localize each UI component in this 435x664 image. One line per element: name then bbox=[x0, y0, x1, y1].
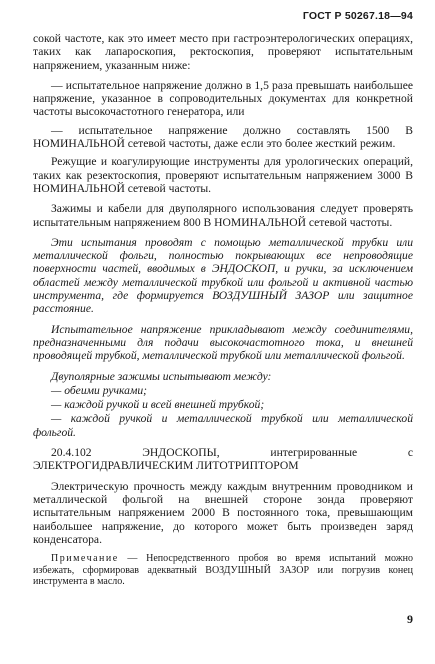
standard-code-header: ГОСТ Р 50267.18—94 bbox=[302, 10, 413, 22]
paragraph-voltage-application: Испытательное напряжение прикладывают между соединителями, предназначенными для подачи высокочастотного тока, и внешней проводящей трубкой, металлической трубкой или металлической фольгой. bbox=[33, 322, 413, 363]
paragraph-bipolar-intro: Двуполярные зажимы испытывают между: bbox=[51, 369, 272, 383]
list-item-bipolar-3: — каждой ручкой и металлической трубкой или металлической фольгой. bbox=[33, 412, 413, 439]
section-heading-20-4-102: 20.4.102 ЭНДОСКОПЫ, интегрированные с ЭЛЕКТРОГИДРАВЛИЧЕСКИМ ЛИТОТРИПТОРОМ bbox=[33, 446, 413, 473]
paragraph-continuation: сокой частоте, как это имеет место при гастроэнтерологических операциях, таких как лапароскопия, ректоскопия, проверяют испытательным напряжением, указанным ниже: bbox=[33, 32, 413, 72]
paragraph-bipolar-clamps: Зажимы и кабели для двуполярного использования следует проверять испытательным напряжением 800 В НОМИНАЛЬНОЙ сетевой частоты. bbox=[33, 202, 413, 229]
paragraph-lithotripter-test: Электрическую прочность между каждым внутренним проводником и металлической фольгой на внешней стороне зонда проверяют испытательным напряжением 2000 В постоянного тока, превышающим наибольшее напряжение, до которого может быть произведен заряд конденсатора. bbox=[33, 479, 413, 546]
document-body bbox=[33, 32, 413, 595]
page-number: 9 bbox=[407, 612, 413, 626]
paragraph-urology-instruments: Режущие и коагулирующие инструменты для урологических операций, таких как резектоскопия, проверяют испытательным напряжением 3000 В НОМИНАЛЬНОЙ сетевой частоты. bbox=[33, 155, 413, 195]
note-text: — Непосредственного пробоя во время испытаний можно избежать, сформировав адекватный ВОЗДУШНЫЙ ЗАЗОР или погрузив конец инструмента в масло. bbox=[33, 553, 413, 588]
list-item-test-voltage-2: — испытательное напряжение должно составлять 1500 В НОМИНАЛЬНОЙ сетевой частоты, даже если это более жесткий режим. bbox=[33, 123, 413, 151]
list-item-test-voltage-1: — испытательное напряжение должно в 1,5 раза превышать наибольшее напряжение, указанное в сопроводительных документах для конкретной частоты высокочастотного генератора, или bbox=[33, 78, 413, 119]
list-item-bipolar-2: — каждой ручкой и всей внешней трубкой; bbox=[51, 398, 265, 412]
paragraph-test-method: Эти испытания проводят с помощью металлической трубки или металлической фольги, полностью покрывающих все непроводящие поверхности частей, вводимых в ЭНДОСКОП, и ручки, за исключением областей между металлической трубкой или фольгой и активной частью инструмента, где формируется ВОЗДУШНЫЙ ЗАЗОР или защитное расстояние. bbox=[33, 235, 413, 316]
list-item-bipolar-1: — обеими ручками; bbox=[51, 383, 148, 397]
note bbox=[33, 553, 413, 588]
note-label: Примечание bbox=[51, 553, 119, 565]
